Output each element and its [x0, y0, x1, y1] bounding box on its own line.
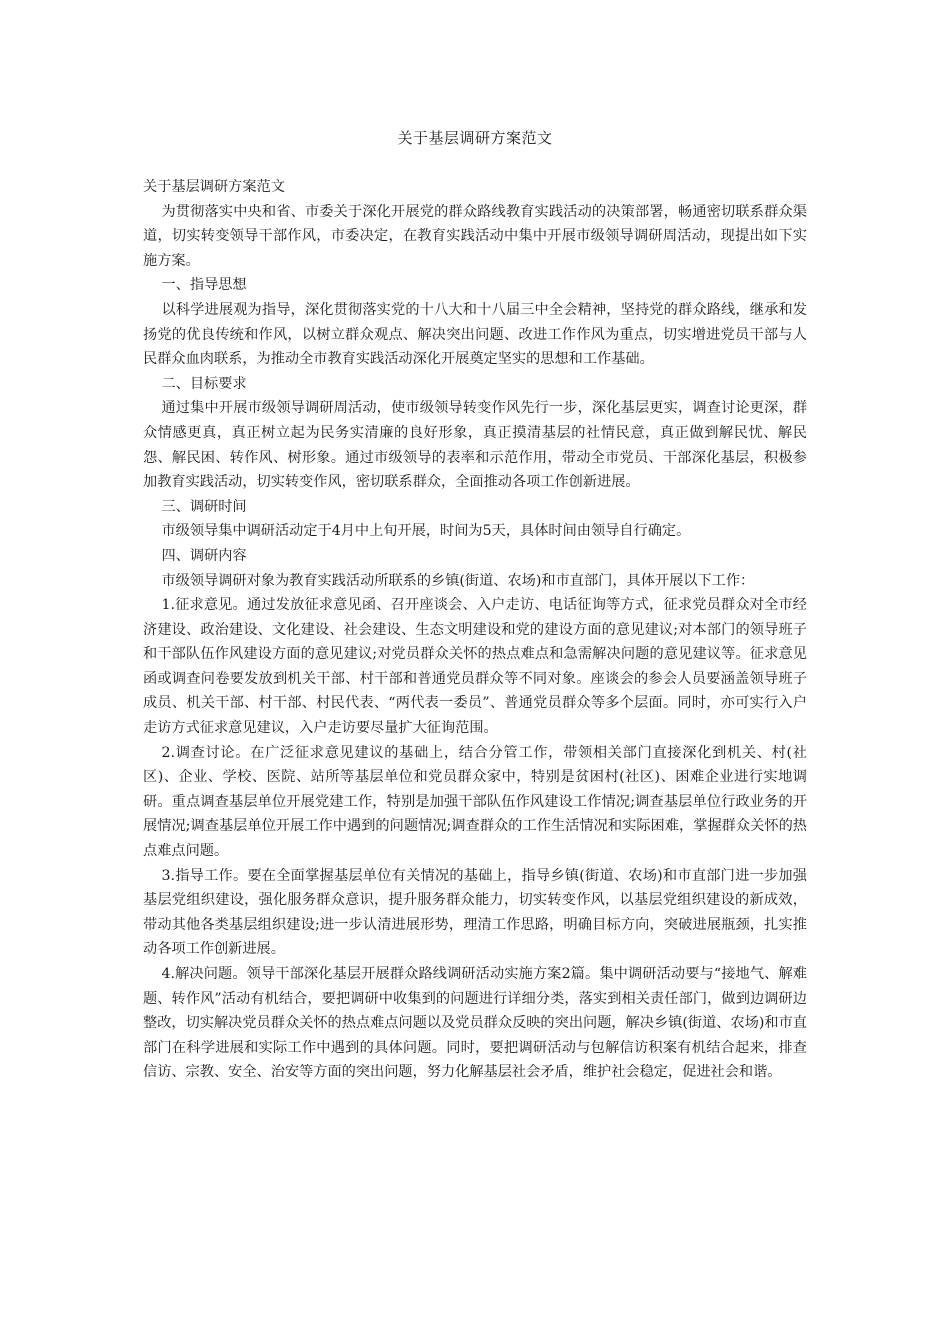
- section-heading: 二、目标要求: [161, 375, 247, 392]
- body-paragraph: 市级领导调研对象为教育实践活动所联系的乡镇(街道、农场)和市直部门，具体开展以下工作：: [161, 572, 755, 589]
- document-body: [143, 175, 807, 1085]
- document-subtitle: 关于基层调研方案范文: [143, 179, 285, 195]
- numbered-item: 2.调查讨论。在广泛征求意见建议的基础上，结合分管工作，带领相关部门直接深化到机关、村(社区)、企业、学校、医院、站所等基层单位和党员群众家中，特别是贫困村(社区)、困难企业进行实地调研。重点调查基层单位开展党建工作，特别是加强干部队伍作风建设工作情况;调查基层单位行政业务的开展情况;调查基层单位开展工作中遇到的问题情况;调查群众的工作生活情况和实际困难，掌握群众关怀的热点难点问题。: [143, 744, 807, 860]
- numbered-item: 1.征求意见。通过发放征求意见函、召开座谈会、入户走访、电话征询等方式，征求党员群众对全市经济建设、政治建设、文化建设、社会建设、生态文明建设和党的建设方面的意见建议;对本部门的领导班子和干部队伍作风建设方面的意见建议;对党员群众关怀的热点难点和急需解决问题的意见建议等。征求意见函或调查问卷要发放到机关干部、村干部和普通党员群众等不同对象。座谈会的参会人员要涵盖领导班子成员、机关干部、村干部、村民代表、“两代表一委员”、普通党员群众等多个层面。同时，亦可实行入户走访方式征求意见建议，入户走访要尽量扩大征询范围。: [143, 597, 807, 737]
- numbered-item: 4.解决问题。领导干部深化基层开展群众路线调研活动实施方案2篇。集中调研活动要与“接地气、解难题、转作风”活动有机结合，要把调研中收集到的问题进行详细分类，落实到相关责任部门，做到边调研边整改，切实解决党员群众关怀的热点难点问题以及党员群众反映的突出问题，解决乡镇(街道、农场)和市直部门在科学进展和实际工作中遇到的具体问题。同时，要把调研活动与包解信访积案有机结合起来，排查信访、宗教、安全、治安等方面的突出问题，努力化解基层社会矛盾，维护社会稳定，促进社会和谐。: [143, 966, 807, 1081]
- section-heading: 四、调研内容: [161, 547, 247, 564]
- body-paragraph: 市级领导集中调研活动定于4月中上旬开展，时间为5天，具体时间由领导自行确定。: [161, 523, 691, 540]
- body-paragraph: 通过集中开展市级领导调研周活动，使市级领导转变作风先行一步，深化基层更实，调查讨论更深，群众情感更真，真正树立起为民务实清廉的良好形象，真正摸清基层的社情民意，真正做到解民忧、解民怨、解民困、转作风、树形象。通过市级领导的表率和示范作用，带动全市党员、干部深化基层，积极参加教育实践活动，切实转变作风，密切联系群众，全面推动各项工作创新进展。: [143, 400, 807, 491]
- section-heading: 一、指导思想: [161, 277, 247, 294]
- body-paragraph: 以科学进展观为指导，深化贯彻落实党的十八大和十八届三中全会精神，坚持党的群众路线，继承和发扬党的优良传统和作风，以树立群众观点、解决突出问题、改进工作作风为重点，切实增进党员干部与人民群众血肉联系，为推动全市教育实践活动深化开展奠定坚实的思想和工作基础。: [143, 301, 807, 368]
- document-title: 关于基层调研方案范文: [397, 129, 553, 147]
- numbered-item: 3.指导工作。要在全面掌握基层单位有关情况的基础上，指导乡镇(街道、农场)和市直部门进一步加强基层党组织建设，强化服务群众意识，提升服务群众能力，切实转变作风，以基层党组织建设的新成效，带动其他各类基层组织建设;进一步认清进展形势，理清工作思路，明确目标方向，突破进展瓶颈，扎实推动各项工作创新进展。: [143, 867, 807, 958]
- section-heading: 三、调研时间: [161, 498, 247, 515]
- intro-paragraph: 为贯彻落实中央和省、市委关于深化开展党的群众路线教育实践活动的决策部署，畅通密切联系群众渠道，切实转变领导干部作风，市委决定，在教育实践活动中集中开展市级领导调研周活动，现提出如下实施方案。: [143, 203, 807, 269]
